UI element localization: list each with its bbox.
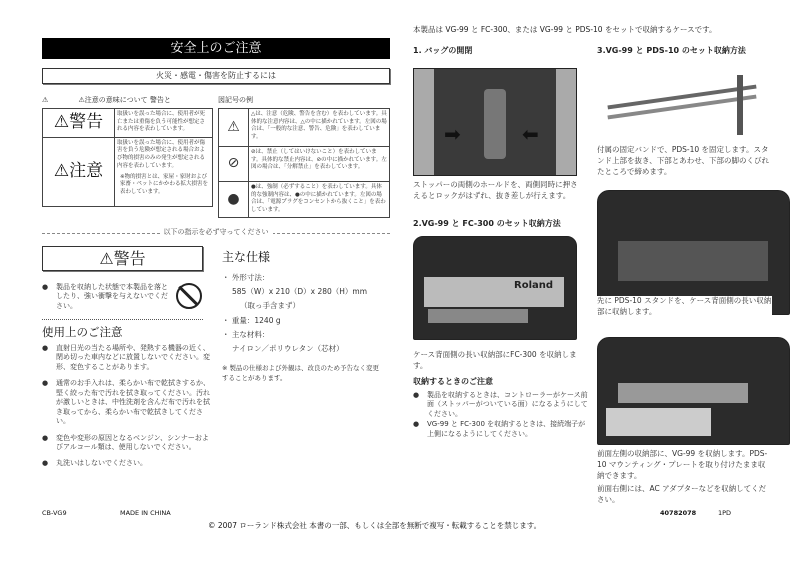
prohibition-icon bbox=[176, 283, 202, 309]
section1-caption: ストッパーの両側のホールドを、両側同時に押さえるとロックがはずれ、抜き差しが行えます。 bbox=[413, 180, 578, 200]
origin: MADE IN CHINA bbox=[120, 509, 171, 517]
section3-caption-2: 先に PDS-10 スタンドを、ケース背面側の長い収納部に収納します。 bbox=[597, 296, 772, 316]
list-item: ● 製品を収納した状態で本製品を落としたり、強い衝撃を与えないでください。 bbox=[42, 283, 172, 311]
warning-box: ⚠警告 bbox=[42, 246, 203, 271]
section2-caption: ケース背面側の長い収納部にFC-300 を収納します。 bbox=[413, 350, 577, 370]
table-row: ⚠ △は、注意（危険、警告を含む）を表わしています。具体的な注意内容は、△の中に描かれています。左図の場合は、「一般的な注意、警告、危険」を表わしています。 bbox=[219, 109, 390, 147]
legend-heading: ⚠ ⚠注意の意味について 警告と bbox=[42, 96, 171, 104]
warning-triangle-icon: ⚠ bbox=[42, 96, 49, 104]
warning-label: ⚠警告 bbox=[43, 109, 115, 138]
meaning-table bbox=[42, 108, 213, 207]
pds10-stand-photo bbox=[597, 70, 772, 140]
bag-stopper-photo bbox=[413, 68, 577, 176]
caution-label: ⚠注意 bbox=[43, 137, 115, 206]
page-title: 安全上のご注意 bbox=[42, 38, 390, 59]
copyright: © 2007 ローランド株式会社 本書の一部、もしくは全部を無断で複写・転載することを禁じます。 bbox=[208, 521, 542, 530]
list-item: ● 直射日光の当たる場所や、発熱する機器の近く、閉め切った車内などに放置しないでください。変形、変色することがあります。 bbox=[42, 344, 212, 372]
model-code: CB-VG9 bbox=[42, 509, 67, 517]
vg99-fc300-case-photo: Roland bbox=[413, 236, 577, 340]
specs-section: 主な仕様 ・ 外形寸法： 585（W）x 210（D）x 280（H）mm （取っ手含まず） ・ 重量：1240 g ・ 主な材料： ナイロン／ポリウレタン（芯材） ※ 製品の仕様および外観は、改良のため予告なく変更することがあります。 bbox=[222, 246, 397, 384]
arrow-right-icon: ➡ bbox=[444, 122, 461, 146]
vg99-pds10-case-photo bbox=[597, 337, 790, 445]
section1-heading: 1. バッグの開閉 bbox=[413, 46, 473, 55]
mandatory-plug-icon: ● bbox=[219, 182, 249, 218]
specs-heading: 主な仕様 bbox=[222, 250, 271, 264]
list-item: ● VG-99 と FC-300 を収納するときは、接続端子が上側になるようにしてください。 bbox=[413, 420, 588, 439]
prohibition-icon: ⊘ bbox=[219, 147, 249, 182]
divider bbox=[42, 319, 203, 320]
table-row: ● ●は、強制（必ずすること）を表わしています。具体的な強制内容は、●の中に描かれています。左図の場合は、「電源プラグをコンセントから抜くこと」を表わしています。 bbox=[219, 182, 390, 218]
table-row: ⚠警告 取扱いを誤った場合に、使用者が死亡または重傷を負う可能性が想定される内容を表わしています。 bbox=[43, 109, 213, 138]
instruction-divider: 以下の指示を必ず守ってください bbox=[42, 228, 390, 238]
list-item: ● 丸洗いはしないでください。 bbox=[42, 459, 212, 468]
warning-list bbox=[42, 283, 172, 316]
list-item: ● 製品を収納するときは、コントローラーがケース前面（ストッパーがついている面）になるようにしてください。 bbox=[413, 391, 588, 419]
arrow-left-icon: ⬅ bbox=[522, 122, 539, 146]
section2-heading: 2.VG-99 と FC-300 のセット収納方法 bbox=[413, 219, 561, 228]
list-item: ● 変色や変形の原因となるベンジン、シンナーおよびアルコール類は、使用しないでください。 bbox=[42, 434, 212, 453]
symbols-heading: 図記号の例 bbox=[218, 96, 253, 104]
symbol-table bbox=[218, 108, 390, 218]
section-subtitle: 火災・感電・傷害を防止するには bbox=[42, 68, 390, 84]
part-number: 40782078 bbox=[660, 509, 697, 517]
usage-heading: 使用上のご注意 bbox=[42, 325, 123, 339]
section3-caption-1: 付属の固定バンドで、PDS-10 を固定します。スタンド上部を抜き、下部とあわせ、下部の脚のくびれたところで締めます。 bbox=[597, 145, 769, 176]
table-row: ⚠注意 取扱いを誤った場合に、使用者が傷害を負う危険が想定される場合および物的損害のみの発生が想定される内容を表わしています。 ※物的損害とは、家屋・家財および家畜・ペットにかかわる拡大損害を表わしています。 bbox=[43, 137, 213, 206]
list-item: ● 通常のお手入れは、柔らかい布で乾拭きするか、堅く絞った布で汚れを拭き取ってください。汚れが激しいときは、中性洗剤を含んだ布で汚れを拭き取ってから、柔らかい布で乾拭きしてください。 bbox=[42, 379, 212, 426]
table-row: ⊘ ⊘は、禁止（してはいけないこと）を表わしています。具体的な禁止内容は、⊘の中に描かれています。左図の場合は、「分解禁止」を表わしています。 bbox=[219, 147, 390, 182]
section3-caption-3: 前面左側の収納部に、VG-99 を収納します。PDS-10 マウンティング・プレートを取り付けたまま収納できます。 bbox=[597, 449, 768, 480]
section3-caption-4: 前面右側には、AC アダプターなどを収納してください。 bbox=[597, 484, 767, 504]
storage-list bbox=[413, 391, 588, 444]
section3-heading: 3.VG-99 と PDS-10 のセット収納方法 bbox=[597, 46, 746, 55]
edition: 1PD bbox=[718, 509, 732, 517]
storage-heading: 収納するときのご注意 bbox=[413, 377, 493, 386]
intro-text: 本製品は VG-99 と FC-300、または VG-99 と PDS-10 をセットで収納するケースです。 bbox=[413, 25, 717, 34]
usage-list bbox=[42, 344, 212, 474]
caution-triangle-icon: ⚠ bbox=[219, 109, 249, 147]
